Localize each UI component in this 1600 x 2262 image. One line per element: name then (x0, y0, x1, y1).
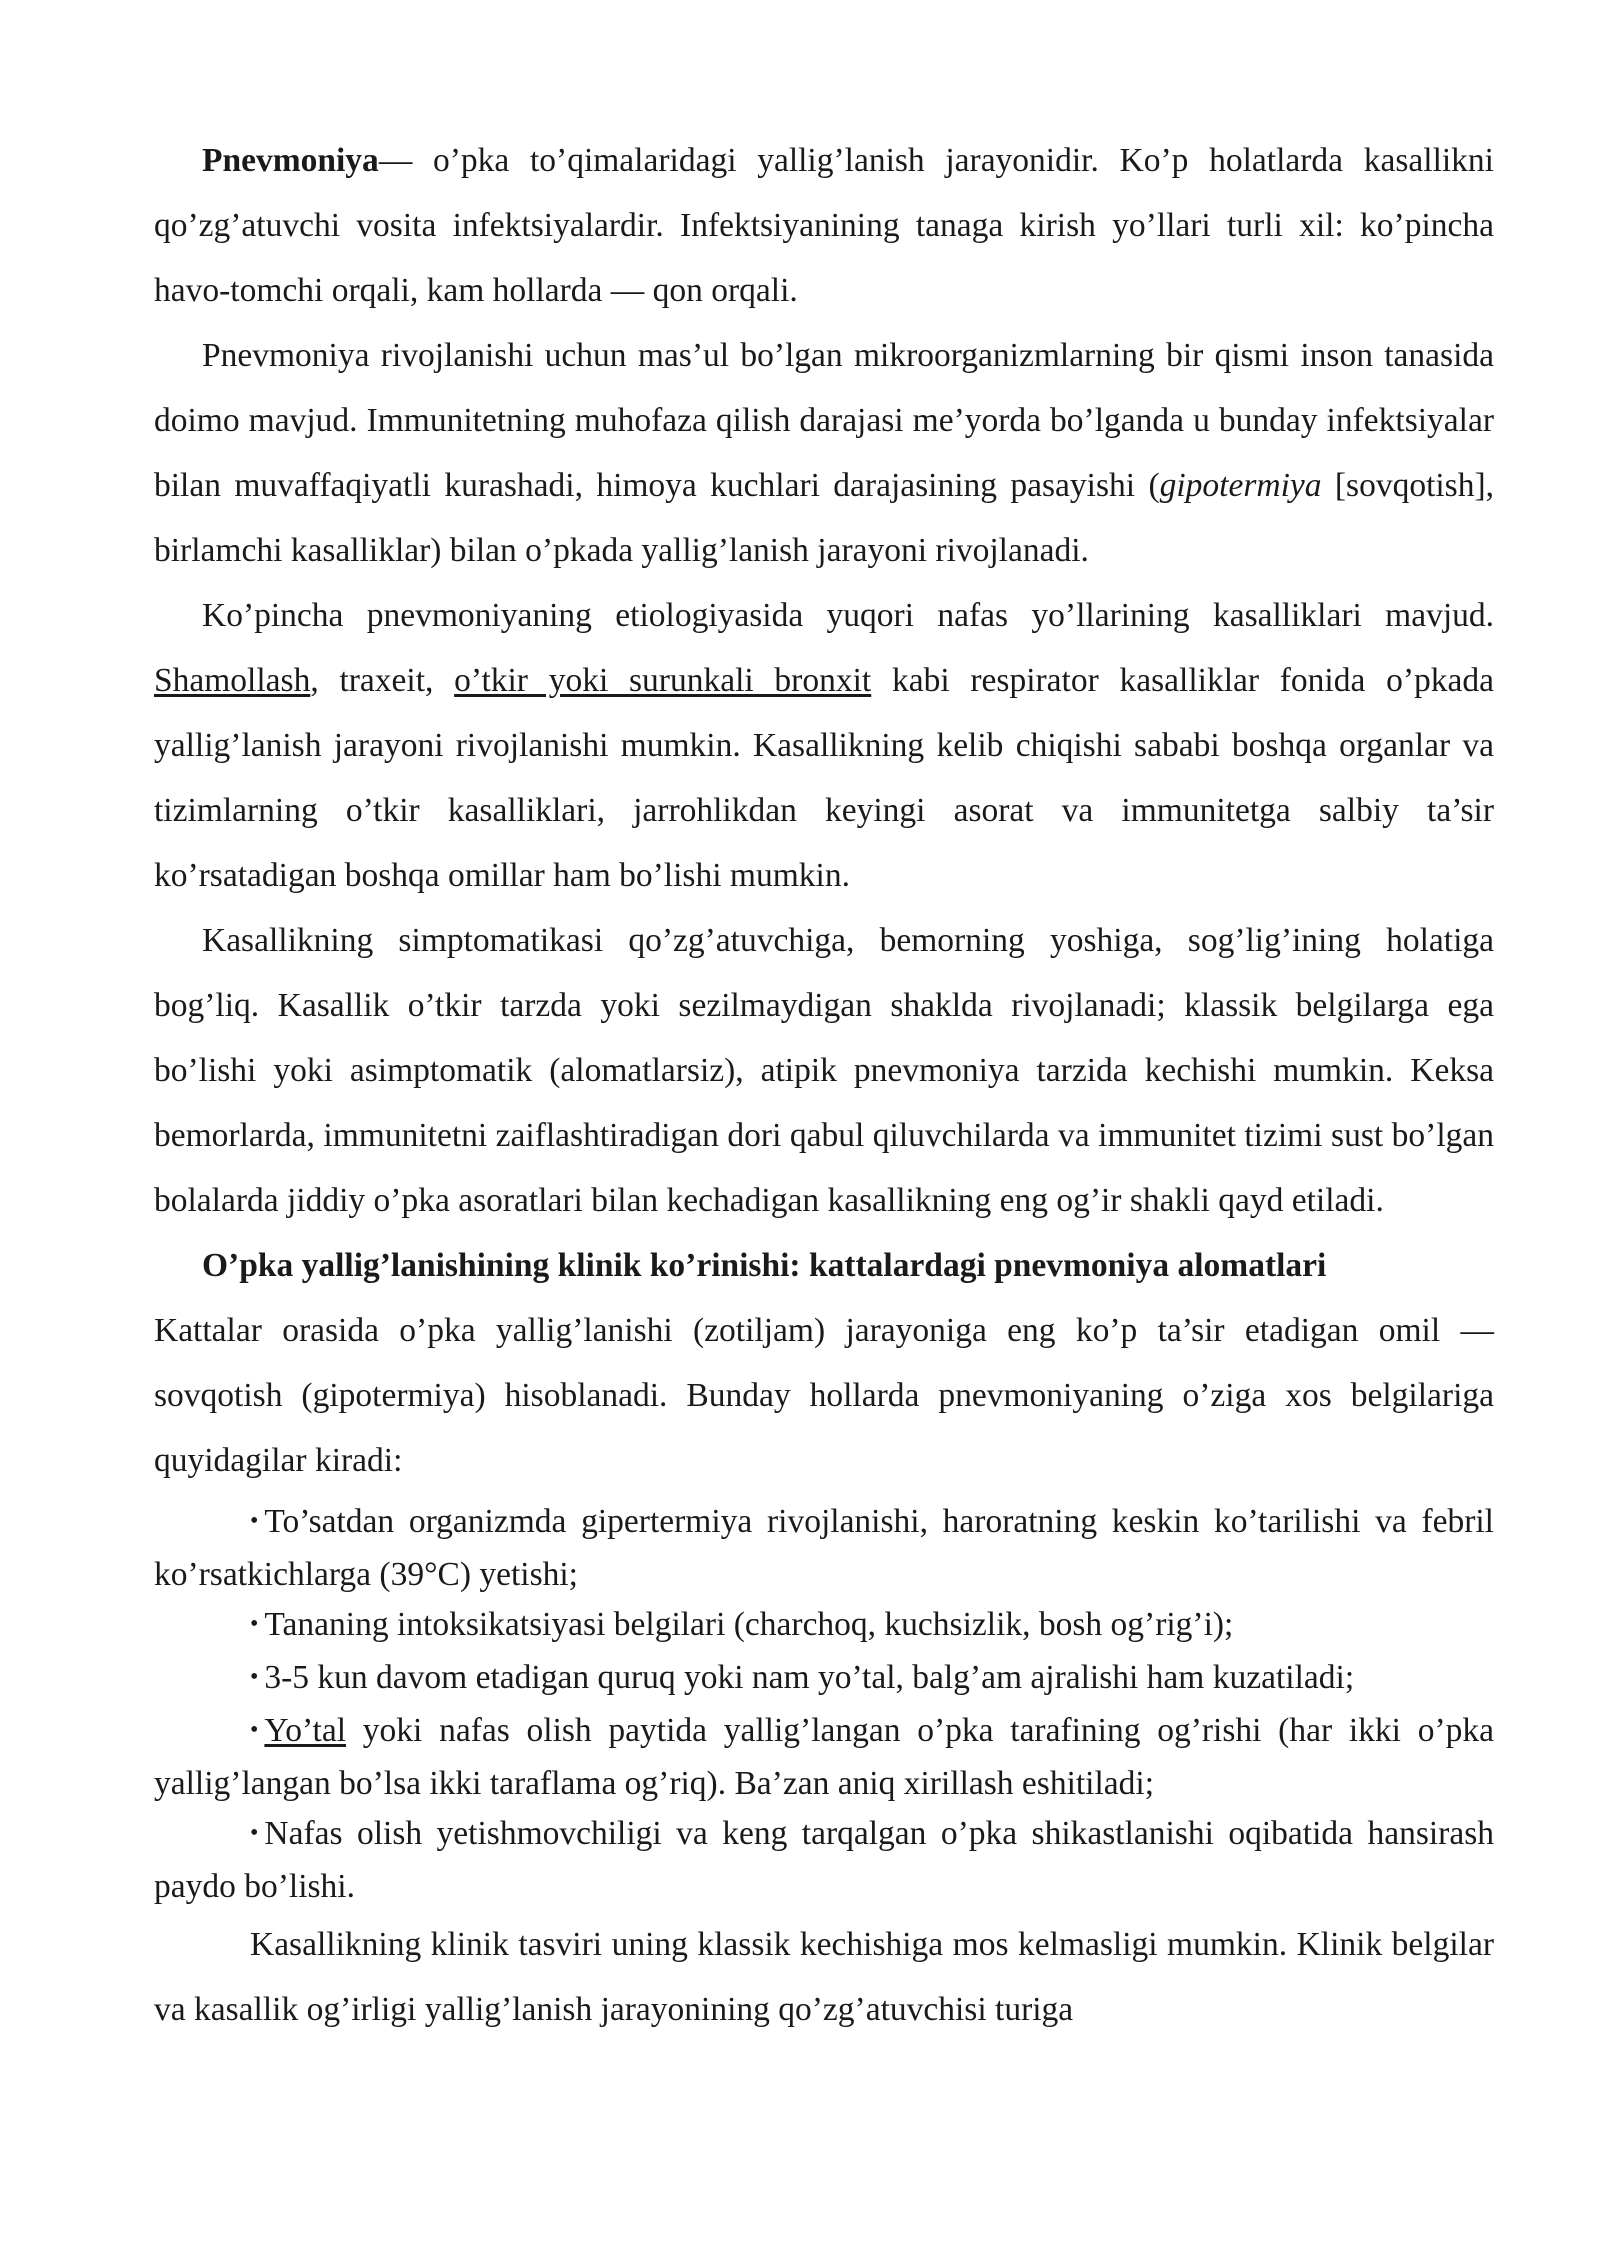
list-item-text: Nafas olish yetishmovchiligi va keng tarqalgan o’pka shikastlanishi oqibatida hansirash paydo bo’lishi. (154, 1815, 1494, 1905)
term-pnevmoniya: Pnevmoniya (202, 142, 379, 179)
list-item (154, 1809, 1494, 1912)
list-item (154, 1653, 1494, 1706)
p3-pre: Ko’pincha pnevmoniyaning etiologiyasida yuqori nafas yo’llarining kasalliklari mavjud. (202, 597, 1494, 634)
list-item (154, 1600, 1494, 1653)
list-item-text: To’satdan organizmda gipertermiya rivojlanishi, haroratning keskin ko’tarilishi va febril ko’rsatkichlarga (39°C) yetishi; (154, 1503, 1494, 1593)
p3-mid: , traxeit, (310, 662, 455, 699)
paragraph-clinical-picture: Kasallikning klinik tasviri uning klassik kechishiga mos kelmasligi mumkin. Klinik belgilar va kasallik og’irligi yallig’lanish jarayonining qo’zg’atuvchisi turiga (154, 1926, 1494, 2028)
list-item (154, 1497, 1494, 1600)
intro-text: — o’pka to’qimalaridagi yallig’lanish jarayonidir. Ko’p holatlarda kasallikni qo’zg’atuvchi vosita infektsiyalardir. Infektsiyanining tanaga kirish yo’llari turli xil: ko’pincha havo-tomchi orqali, kam hollarda — qon orqali. (154, 142, 1494, 309)
link-yotal[interactable]: Yo’tal (264, 1712, 347, 1749)
list-item-text: yoki nafas olish paytida yallig’langan o’pka tarafining og’rishi (har ikki o’pka yallig’langan bo’lsa ikki taraflama og’riq). Ba’zan aniq xirillash eshitiladi; (154, 1712, 1494, 1802)
bullet-icon: • (250, 1611, 259, 1637)
paragraph-etiology (154, 583, 1494, 908)
p3-post: kabi respirator kasalliklar fonida o’pkada yallig’lanish jarayoni rivojlanishi mumkin. Kasallikning kelib chiqishi sababi boshqa organlar va tizimlarning o’tkir kasalliklari, jarrohlikdan keyingi asorat va immunitetga salbiy ta’sir ko’rsatadigan boshqa omillar ham bo’lishi mumkin. (154, 662, 1494, 894)
paragraph-adults: Kattalar orasida o’pka yallig’lanishi (zotiljam) jarayoniga eng ko’p ta’sir etadigan omil — sovqotish (gipotermiya) hisoblanadi. Bunday hollarda pnevmoniyaning o’ziga xos belgilariga quyidagilar kiradi: (154, 1312, 1494, 1479)
bullet-icon: • (250, 1820, 259, 1846)
paragraph-symptomatics: Kasallikning simptomatikasi qo’zg’atuvchiga, bemorning yoshiga, sog’lig’ining holatiga bog’liq. Kasallik o’tkir tarzda yoki sezilmaydigan shaklda rivojlanadi; klassik belgilarga ega bo’lishi yoki asimptomatik (alomatlarsiz), atipik pnevmoniya tarzida kechishi mumkin. Keksa bemorlarda, immunitetni zaiflashtiradigan dori qabul qiluvchilarda va immunitet tizimi sust bo’lgan bolalarda jiddiy o’pka asoratlari bilan kechadigan kasallikning eng og’ir shakli qayd etiladi. (154, 922, 1494, 1219)
symptom-list (154, 1497, 1494, 1912)
p2-post: [sovqotish], birlamchi kasalliklar) bilan o’pkada yallig’lanish jarayoni rivojlanadi. (154, 467, 1494, 569)
term-gipotermiya: gipotermiya (1159, 467, 1322, 504)
link-shamollash[interactable]: Shamollash (154, 662, 311, 699)
bullet-icon: • (250, 1717, 259, 1743)
p2-pre: Pnevmoniya rivojlanishi uchun mas’ul bo’lgan mikroorganizmlarning bir qismi inson tanasida doimo mavjud. Immunitetning muhofaza qilish darajasi me’yorda bo’lganda u bunday infektsiyalar bilan muvaffaqiyatli kurashadi, himoya kuchlari darajasining pasayishi ( (154, 337, 1494, 504)
section-heading: O’pka yallig’lanishining klinik ko’rinishi: kattalardagi pnevmoniya alomatlari (202, 1247, 1327, 1284)
paragraph-microorganisms (154, 323, 1494, 583)
link-bronxit[interactable]: o’tkir yoki surunkali bronxit (454, 662, 872, 699)
bullet-icon: • (250, 1508, 259, 1534)
list-item-text: Tananing intoksikatsiyasi belgilari (charchoq, kuchsizlik, bosh og’rig’i); (264, 1606, 1234, 1643)
list-item-text: 3-5 kun davom etadigan quruq yoki nam yo’tal, balg’am ajralishi ham kuzatiladi; (264, 1659, 1355, 1696)
bullet-icon: • (250, 1664, 259, 1690)
paragraph-intro (154, 128, 1494, 323)
document-page (154, 128, 1494, 2042)
list-item (154, 1706, 1494, 1809)
